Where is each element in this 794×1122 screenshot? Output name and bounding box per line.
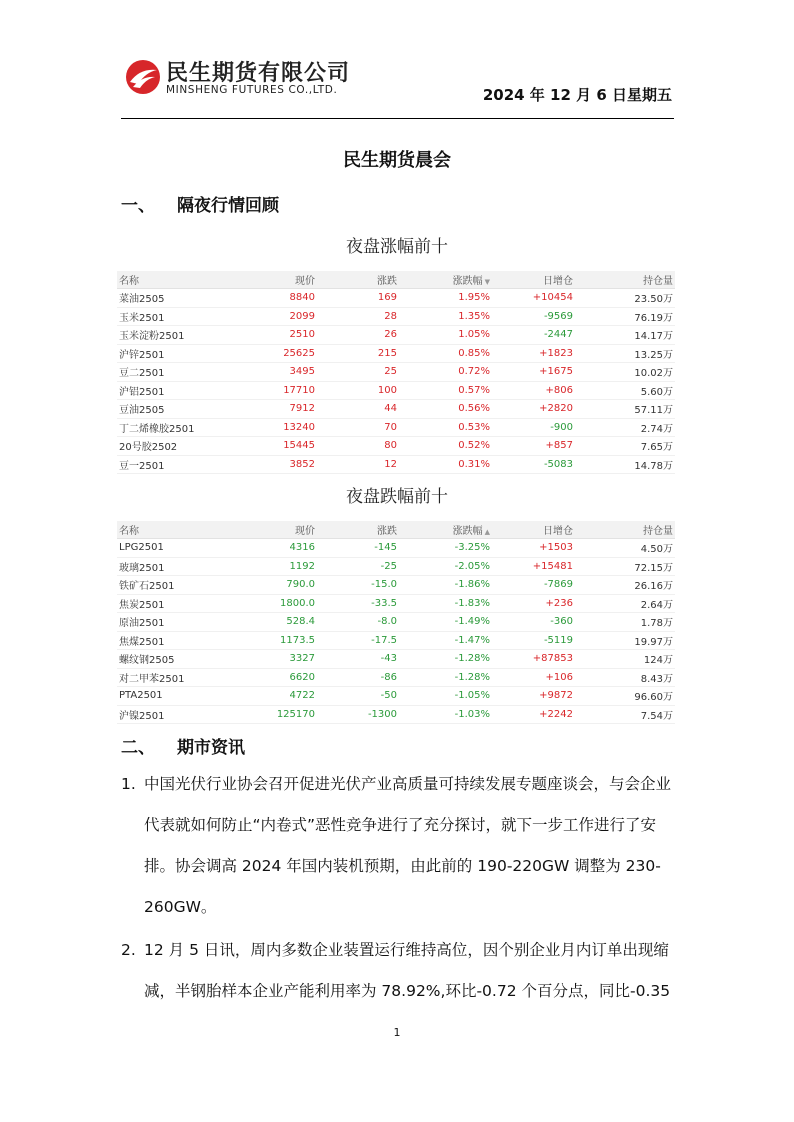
cell-name: 玉米2501: [117, 307, 237, 326]
cell-change: -145: [317, 539, 399, 558]
section-title: 期市资讯: [177, 738, 245, 758]
cell-open-interest: 2.74万: [575, 418, 675, 437]
cell-change: -33.5: [317, 594, 399, 613]
table-row[interactable]: [117, 613, 675, 632]
table-row[interactable]: [117, 687, 675, 706]
document-title: 民生期货晨会: [343, 150, 451, 171]
losers-table: [117, 521, 675, 724]
cell-name: 玉米淀粉2501: [117, 326, 237, 345]
cell-pct: 1.05%: [399, 326, 492, 345]
cell-open-interest: 76.19万: [575, 307, 675, 326]
cell-oi-change: -2447: [492, 326, 575, 345]
col-header-oi-change[interactable]: 日增仓: [492, 271, 575, 289]
cell-name: 沪铝2501: [117, 381, 237, 400]
cell-open-interest: 5.60万: [575, 381, 675, 400]
table-row[interactable]: [117, 418, 675, 437]
col-header-pct-label: 涨跌幅: [452, 526, 483, 537]
col-header-price[interactable]: 现价: [237, 271, 317, 289]
news-text: 中国光伏行业协会召开促进光伏产业高质量可持续发展专题座谈会，与会企业代表就如何防止“内卷式”恶性竞争进行了充分探讨，就下一步工作进行了安排。协会调高 2024 年国内装机预期，由此前的 190-220GW 调整为 230-260GW。: [144, 775, 672, 916]
cell-oi-change: +15481: [492, 557, 575, 576]
cell-pct: -1.05%: [399, 687, 492, 706]
cell-price: 3327: [237, 650, 317, 669]
table-row[interactable]: [117, 363, 675, 382]
news-text: 12 月 5 日讯，周内多数企业装置运行维持高位，因个别企业月内订单出现缩减，半钢胎样本企业产能利用率为 78.92%,环比-0.72 个百分点，同比-0.35: [144, 941, 671, 1000]
sort-asc-icon: ▲: [484, 528, 490, 536]
cell-name: 豆二2501: [117, 363, 237, 382]
cell-oi-change: +806: [492, 381, 575, 400]
cell-change: 80: [317, 437, 399, 456]
cell-open-interest: 19.97万: [575, 631, 675, 650]
section-heading-1: [121, 191, 279, 216]
cell-change: 100: [317, 381, 399, 400]
cell-pct: -2.05%: [399, 557, 492, 576]
cell-open-interest: 23.50万: [575, 289, 675, 308]
cell-name: 螺纹钢2505: [117, 650, 237, 669]
cell-open-interest: 4.50万: [575, 539, 675, 558]
cell-pct: -1.28%: [399, 668, 492, 687]
cell-open-interest: 26.16万: [575, 576, 675, 595]
cell-price: 2099: [237, 307, 317, 326]
cell-open-interest: 14.17万: [575, 326, 675, 345]
cell-pct: 0.56%: [399, 400, 492, 419]
table-row[interactable]: [117, 631, 675, 650]
cell-open-interest: 13.25万: [575, 344, 675, 363]
table-row[interactable]: [117, 576, 675, 595]
cell-pct: -3.25%: [399, 539, 492, 558]
cell-change: -50: [317, 687, 399, 706]
cell-change: 25: [317, 363, 399, 382]
cell-oi-change: +2820: [492, 400, 575, 419]
cell-pct: -1.83%: [399, 594, 492, 613]
cell-change: 26: [317, 326, 399, 345]
section-title: 隔夜行情回顾: [177, 196, 279, 216]
cell-oi-change: +87853: [492, 650, 575, 669]
news-number: 1.: [121, 775, 136, 793]
col-header-pct[interactable]: [399, 271, 492, 289]
cell-name: PTA2501: [117, 687, 237, 706]
cell-change: 70: [317, 418, 399, 437]
cell-change: 215: [317, 344, 399, 363]
cell-name: 焦煤2501: [117, 631, 237, 650]
cell-name: 焦炭2501: [117, 594, 237, 613]
cell-change: 169: [317, 289, 399, 308]
cell-oi-change: -5083: [492, 455, 575, 474]
news-item: [121, 764, 677, 928]
cell-name: 铁矿石2501: [117, 576, 237, 595]
news-number: 2.: [121, 941, 136, 959]
report-date: 2024 年 12 月 6 日星期五: [482, 86, 672, 104]
cell-name: 豆油2505: [117, 400, 237, 419]
gainers-table: [117, 271, 675, 474]
section-number: 二、: [121, 738, 155, 758]
cell-oi-change: +857: [492, 437, 575, 456]
cell-oi-change: -7869: [492, 576, 575, 595]
cell-price: 15445: [237, 437, 317, 456]
cell-open-interest: 1.78万: [575, 613, 675, 632]
cell-price: 125170: [237, 705, 317, 724]
table-row[interactable]: [117, 289, 675, 308]
cell-open-interest: 14.78万: [575, 455, 675, 474]
table-row[interactable]: [117, 455, 675, 474]
cell-price: 2510: [237, 326, 317, 345]
cell-price: 13240: [237, 418, 317, 437]
cell-price: 4722: [237, 687, 317, 706]
table-row[interactable]: [117, 557, 675, 576]
company-name-en: MINSHENG FUTURES CO.,LTD.: [166, 84, 338, 96]
company-name-cn: 民生期货有限公司: [166, 61, 351, 86]
table-row[interactable]: [117, 326, 675, 345]
cell-price: 528.4: [237, 613, 317, 632]
col-header-name[interactable]: 名称: [117, 271, 237, 289]
cell-price: 7912: [237, 400, 317, 419]
cell-oi-change: -900: [492, 418, 575, 437]
cell-oi-change: +1503: [492, 539, 575, 558]
cell-change: -25: [317, 557, 399, 576]
cell-price: 8840: [237, 289, 317, 308]
sort-desc-icon: ▼: [484, 278, 490, 286]
table-row[interactable]: [117, 344, 675, 363]
cell-oi-change: -9569: [492, 307, 575, 326]
table-row[interactable]: [117, 668, 675, 687]
cell-price: 3852: [237, 455, 317, 474]
cell-price: 4316: [237, 539, 317, 558]
table-row[interactable]: [117, 539, 675, 558]
cell-change: -43: [317, 650, 399, 669]
cell-oi-change: +1675: [492, 363, 575, 382]
cell-pct: -1.03%: [399, 705, 492, 724]
cell-name: 菜油2505: [117, 289, 237, 308]
cell-oi-change: +2242: [492, 705, 575, 724]
cell-open-interest: 124万: [575, 650, 675, 669]
cell-name: 原油2501: [117, 613, 237, 632]
col-header-change[interactable]: 涨跌: [317, 521, 399, 539]
section-number: 一、: [121, 196, 155, 216]
cell-pct: 0.52%: [399, 437, 492, 456]
table-row[interactable]: [117, 400, 675, 419]
cell-oi-change: -5119: [492, 631, 575, 650]
cell-open-interest: 72.15万: [575, 557, 675, 576]
cell-pct: 0.53%: [399, 418, 492, 437]
col-header-name[interactable]: 名称: [117, 521, 237, 539]
gainers-table-title: 夜盘涨幅前十: [346, 237, 448, 257]
cell-pct: -1.47%: [399, 631, 492, 650]
cell-price: 790.0: [237, 576, 317, 595]
header-divider: [121, 118, 674, 119]
col-header-pct-label: 涨跌幅: [452, 276, 483, 287]
col-header-oi-change[interactable]: 日增仓: [492, 521, 575, 539]
cell-price: 1173.5: [237, 631, 317, 650]
cell-change: -8.0: [317, 613, 399, 632]
cell-name: 沪锌2501: [117, 344, 237, 363]
minsheng-logo-icon: [124, 58, 162, 96]
col-header-price[interactable]: 现价: [237, 521, 317, 539]
cell-price: 25625: [237, 344, 317, 363]
cell-pct: 0.31%: [399, 455, 492, 474]
col-header-pct[interactable]: [399, 521, 492, 539]
cell-name: 玻璃2501: [117, 557, 237, 576]
company-logo: [124, 56, 364, 100]
cell-change: 44: [317, 400, 399, 419]
losers-table-title: 夜盘跌幅前十: [346, 487, 448, 507]
table-row[interactable]: [117, 307, 675, 326]
cell-oi-change: +9872: [492, 687, 575, 706]
cell-open-interest: 7.65万: [575, 437, 675, 456]
cell-change: -1300: [317, 705, 399, 724]
section-heading-2: [121, 733, 245, 758]
cell-pct: 1.35%: [399, 307, 492, 326]
cell-oi-change: +236: [492, 594, 575, 613]
cell-open-interest: 10.02万: [575, 363, 675, 382]
cell-pct: -1.49%: [399, 613, 492, 632]
cell-change: 28: [317, 307, 399, 326]
cell-price: 6620: [237, 668, 317, 687]
cell-price: 1800.0: [237, 594, 317, 613]
cell-open-interest: 8.43万: [575, 668, 675, 687]
col-header-change[interactable]: 涨跌: [317, 271, 399, 289]
cell-change: -17.5: [317, 631, 399, 650]
cell-name: 沪镍2501: [117, 705, 237, 724]
cell-change: -15.0: [317, 576, 399, 595]
news-item: [121, 930, 677, 1012]
cell-open-interest: 57.11万: [575, 400, 675, 419]
cell-oi-change: +10454: [492, 289, 575, 308]
cell-open-interest: 96.60万: [575, 687, 675, 706]
cell-pct: -1.28%: [399, 650, 492, 669]
cell-oi-change: +1823: [492, 344, 575, 363]
col-header-open-interest[interactable]: 持仓量: [575, 271, 675, 289]
cell-change: 12: [317, 455, 399, 474]
table-row[interactable]: [117, 437, 675, 456]
table-row[interactable]: [117, 650, 675, 669]
cell-price: 17710: [237, 381, 317, 400]
cell-pct: 0.72%: [399, 363, 492, 382]
cell-name: 对二甲苯2501: [117, 668, 237, 687]
cell-name: 20号胶2502: [117, 437, 237, 456]
cell-name: 丁二烯橡胶2501: [117, 418, 237, 437]
cell-pct: 1.95%: [399, 289, 492, 308]
cell-name: 豆一2501: [117, 455, 237, 474]
table-header-row: [117, 521, 675, 539]
col-header-open-interest[interactable]: 持仓量: [575, 521, 675, 539]
cell-change: -86: [317, 668, 399, 687]
cell-pct: -1.86%: [399, 576, 492, 595]
page-number: 1: [393, 1026, 401, 1039]
cell-price: 1192: [237, 557, 317, 576]
cell-price: 3495: [237, 363, 317, 382]
cell-oi-change: -360: [492, 613, 575, 632]
cell-open-interest: 7.54万: [575, 705, 675, 724]
cell-pct: 0.85%: [399, 344, 492, 363]
cell-open-interest: 2.64万: [575, 594, 675, 613]
cell-oi-change: +106: [492, 668, 575, 687]
table-row[interactable]: [117, 705, 675, 724]
table-row[interactable]: [117, 594, 675, 613]
table-row[interactable]: [117, 381, 675, 400]
table-header-row: [117, 271, 675, 289]
cell-pct: 0.57%: [399, 381, 492, 400]
cell-name: LPG2501: [117, 539, 237, 558]
